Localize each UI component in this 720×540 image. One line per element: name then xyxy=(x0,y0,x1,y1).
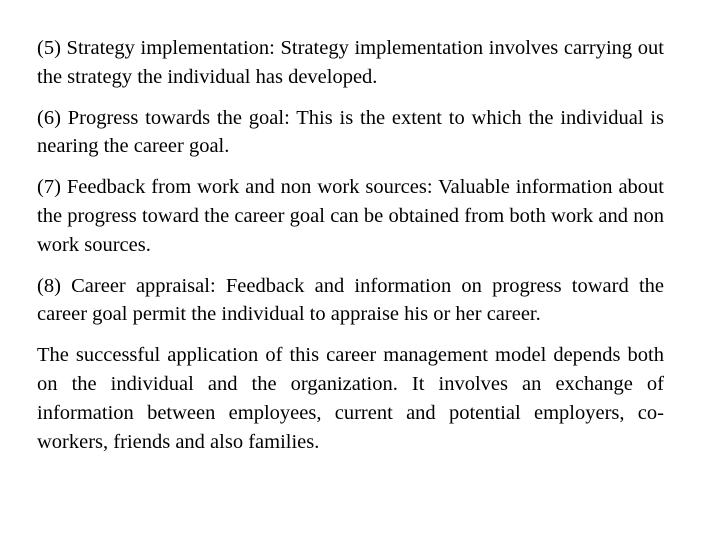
paragraph-feedback-sources: (7) Feedback from work and non work sources: Valuable information about the progress toward the career goal can be obtained from both work and non work sources. xyxy=(37,176,664,256)
document-body xyxy=(37,34,664,468)
paragraph-career-appraisal: (8) Career appraisal: Feedback and information on progress toward the career goal permit the individual to appraise his or her career. xyxy=(37,274,664,326)
paragraph-strategy-implementation: (5) Strategy implementation: Strategy implementation involves carrying out the strategy the individual has developed. xyxy=(37,37,664,88)
paragraph-model-application: The successful application of this career management model depends both on the individual and the organization. It involves an exchange of information between employees, current and potential employers, co-workers, friends and also families. xyxy=(37,344,664,453)
paragraph-progress-towards-goal: (6) Progress towards the goal: This is the extent to which the individual is nearing the career goal. xyxy=(37,106,664,158)
